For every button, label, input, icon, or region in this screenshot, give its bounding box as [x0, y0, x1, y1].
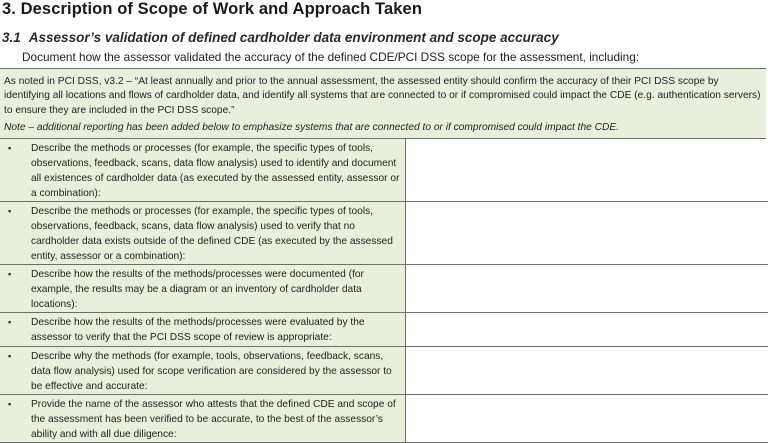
answer-cell[interactable] — [405, 139, 768, 202]
requirements-table — [0, 139, 768, 443]
answer-cell[interactable] — [405, 347, 768, 395]
question-text: Describe why the methods (for example, tools, observations, feedback, scans, data flow analysis) used for scope verification are considered by the assessor to be effective and accurate: — [31, 351, 392, 392]
bullet-icon: ▪ — [8, 269, 12, 279]
subsection-number: 3.1 — [2, 30, 21, 45]
question-cell — [0, 265, 405, 313]
bullet-icon: ▪ — [8, 399, 12, 409]
bullet-icon: ▪ — [8, 143, 12, 153]
guidance-note: Note – additional reporting has been added below to emphasize systems that are connected to or if compromised could impact the CDE. — [4, 122, 619, 134]
bullet-icon: ▪ — [8, 317, 12, 327]
table-row — [0, 202, 768, 265]
bullet-icon: ▪ — [8, 206, 12, 216]
subsection-heading — [2, 30, 559, 45]
question-cell — [0, 139, 405, 202]
question-text: Describe the methods or processes (for example, the specific types of tools, observations, feedback, scans, data flow analysis) used to identify and document all existences of cardholder data (as executed by the assessed entity, assessor or a combination): — [31, 143, 400, 199]
section-heading: 3. Description of Scope of Work and Approach Taken — [2, 0, 423, 18]
question-cell — [0, 313, 405, 347]
table-row — [0, 395, 768, 443]
answer-cell[interactable] — [405, 395, 768, 443]
answer-cell[interactable] — [405, 265, 768, 313]
table-row — [0, 265, 768, 313]
answer-cell[interactable] — [405, 313, 768, 347]
question-cell — [0, 202, 405, 265]
question-text: Describe the methods or processes (for example, the specific types of tools, observations, feedback, scans, data flow analysis) used to verify that no cardholder data exists outside of the defined CDE (as executed by the assessed entity, assessor or a combination): — [31, 206, 393, 262]
question-cell — [0, 347, 405, 395]
bullet-icon: ▪ — [8, 351, 12, 361]
table-row — [0, 347, 768, 395]
subsection-title: Assessor’s validation of defined cardholder data environment and scope accuracy — [28, 30, 559, 45]
table-row — [0, 139, 768, 202]
table-row — [0, 313, 768, 347]
answer-cell[interactable] — [405, 202, 768, 265]
question-text: Describe how the results of the methods/processes were documented (for example, the results may be a diagram or an inventory of cardholder data locations): — [31, 269, 364, 310]
guidance-box — [0, 68, 766, 139]
intro-text: Document how the assessor validated the accuracy of the defined CDE/PCI DSS scope for the assessment, including: — [22, 50, 640, 64]
question-text: Describe how the results of the methods/processes were evaluated by the assessor to verify that the PCI DSS scope of review is appropriate: — [31, 317, 365, 343]
question-cell — [0, 395, 405, 443]
question-text: Provide the name of the assessor who attests that the defined CDE and scope of the assessment has been verified to be accurate, to the best of the assessor’s ability and with all due diligence: — [31, 399, 396, 440]
guidance-quote: As noted in PCI DSS, v3.2 – “At least annually and prior to the annual assessment, the assessed entity should confirm the accuracy of their PCI DSS scope by identifying all locations and flows of cardholder data, and identify all systems that are connected to or if compromised could impact the CDE (e.g. authentication servers) to ensure they are included in the PCI DSS scope.” — [4, 76, 761, 116]
